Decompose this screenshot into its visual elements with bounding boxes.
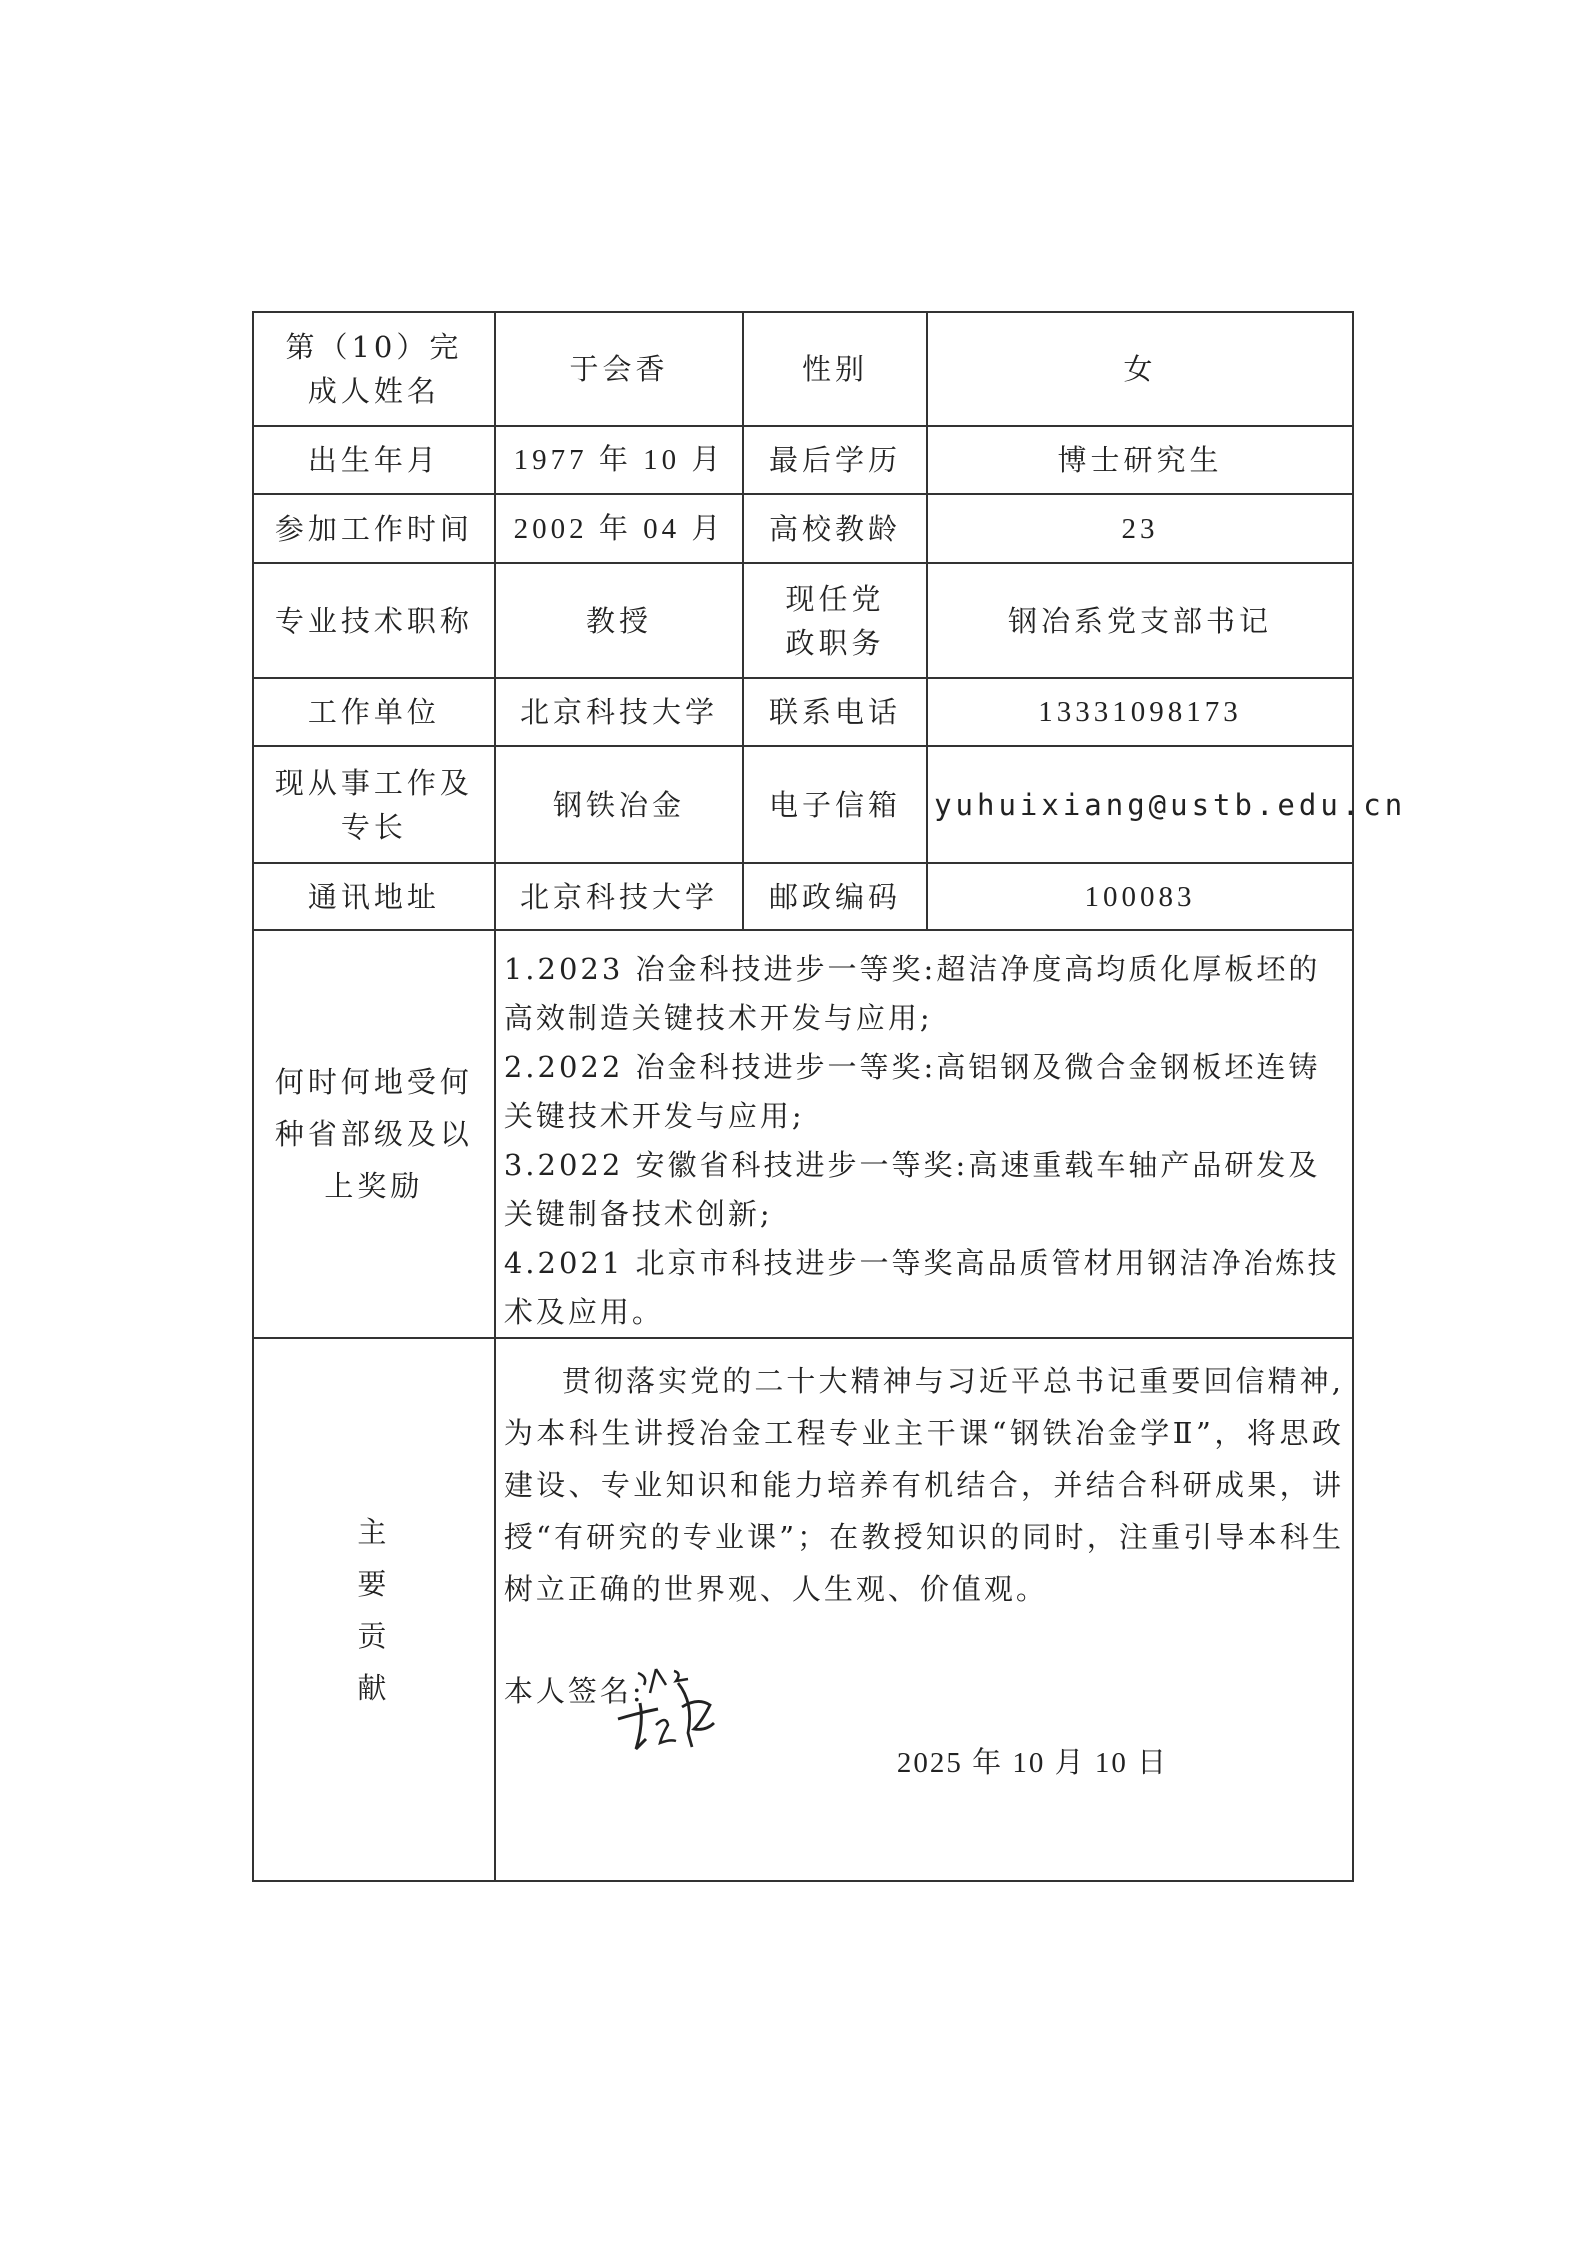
table-row bbox=[253, 863, 1353, 930]
awards-row bbox=[253, 930, 1353, 1338]
field-label: 第（10）完成人姓名 bbox=[253, 312, 495, 426]
email-value: yuhuixiang@ustb.edu.cn bbox=[927, 746, 1353, 863]
table-row bbox=[253, 563, 1353, 678]
handwritten-signature-icon bbox=[616, 1663, 726, 1763]
field-label: 工作单位 bbox=[253, 678, 495, 746]
field-value: 钢冶系党支部书记 bbox=[927, 563, 1353, 678]
awards-list bbox=[495, 930, 1353, 1338]
signature-area bbox=[504, 1669, 1344, 1869]
award-item: 4.2021 北京市科技进步一等奖高品质管材用钢洁净冶炼技术及应用。 bbox=[503, 1246, 1340, 1329]
field-value: 钢铁冶金 bbox=[495, 746, 743, 863]
contribution-text: 贯彻落实党的二十大精神与习近平总书记重要回信精神,为本科生讲授冶金工程专业主干课“钢铁冶金学Ⅱ”，将思政建设、专业知识和能力培养有机结合，并结合科研成果，讲授“有研究的专业课”；在教授知识的同时，注重引导本科生树立正确的世界观、人生观、价值观。 bbox=[503, 1364, 1344, 1606]
field-value: 于会香 bbox=[495, 312, 743, 426]
table-row bbox=[253, 678, 1353, 746]
signature-date: 2025 年 10 月 10 日 bbox=[896, 1747, 1169, 1779]
field-label: 出生年月 bbox=[253, 426, 495, 494]
signature-label: 本人签名: bbox=[503, 1674, 645, 1708]
field-value: 教授 bbox=[495, 563, 743, 678]
table-row bbox=[253, 746, 1353, 863]
field-value: 北京科技大学 bbox=[495, 678, 743, 746]
field-label: 专业技术职称 bbox=[253, 563, 495, 678]
field-value: 13331098173 bbox=[927, 678, 1353, 746]
field-value: 100083 bbox=[927, 863, 1353, 930]
field-value: 23 bbox=[927, 494, 1353, 563]
contribution-content bbox=[495, 1338, 1353, 1881]
field-label: 邮政编码 bbox=[743, 863, 927, 930]
personal-info-table bbox=[252, 311, 1407, 1882]
field-label: 最后学历 bbox=[743, 426, 927, 494]
award-item: 1.2023 冶金科技进步一等奖:超洁净度高均质化厚板坯的高效制造关键技术开发与应用; bbox=[503, 952, 1321, 1035]
table-row bbox=[253, 312, 1353, 426]
field-value: 1977 年 10 月 bbox=[495, 426, 743, 494]
contribution-label: 主 要 贡 献 bbox=[253, 1338, 495, 1881]
contribution-row bbox=[253, 1338, 1353, 1881]
field-label: 联系电话 bbox=[743, 678, 927, 746]
field-label: 通讯地址 bbox=[253, 863, 495, 930]
award-item: 2.2022 冶金科技进步一等奖:高铝钢及微合金钢板坯连铸关键技术开发与应用; bbox=[503, 1050, 1321, 1133]
field-value: 2002 年 04 月 bbox=[495, 494, 743, 563]
field-label: 参加工作时间 bbox=[253, 494, 495, 563]
field-value: 博士研究生 bbox=[927, 426, 1353, 494]
table-row bbox=[253, 426, 1353, 494]
field-label: 性别 bbox=[743, 312, 927, 426]
table-row bbox=[253, 494, 1353, 563]
field-label: 电子信箱 bbox=[743, 746, 927, 863]
field-value: 女 bbox=[927, 312, 1353, 426]
awards-label: 何时何地受何种省部级及以上奖励 bbox=[253, 930, 495, 1338]
field-label: 高校教龄 bbox=[743, 494, 927, 563]
field-label: 现任党政职务 bbox=[743, 563, 927, 678]
field-label: 现从事工作及专长 bbox=[253, 746, 495, 863]
award-item: 3.2022 安徽省科技进步一等奖:高速重载车轴产品研发及关键制备技术创新; bbox=[503, 1148, 1321, 1231]
field-value: 北京科技大学 bbox=[495, 863, 743, 930]
